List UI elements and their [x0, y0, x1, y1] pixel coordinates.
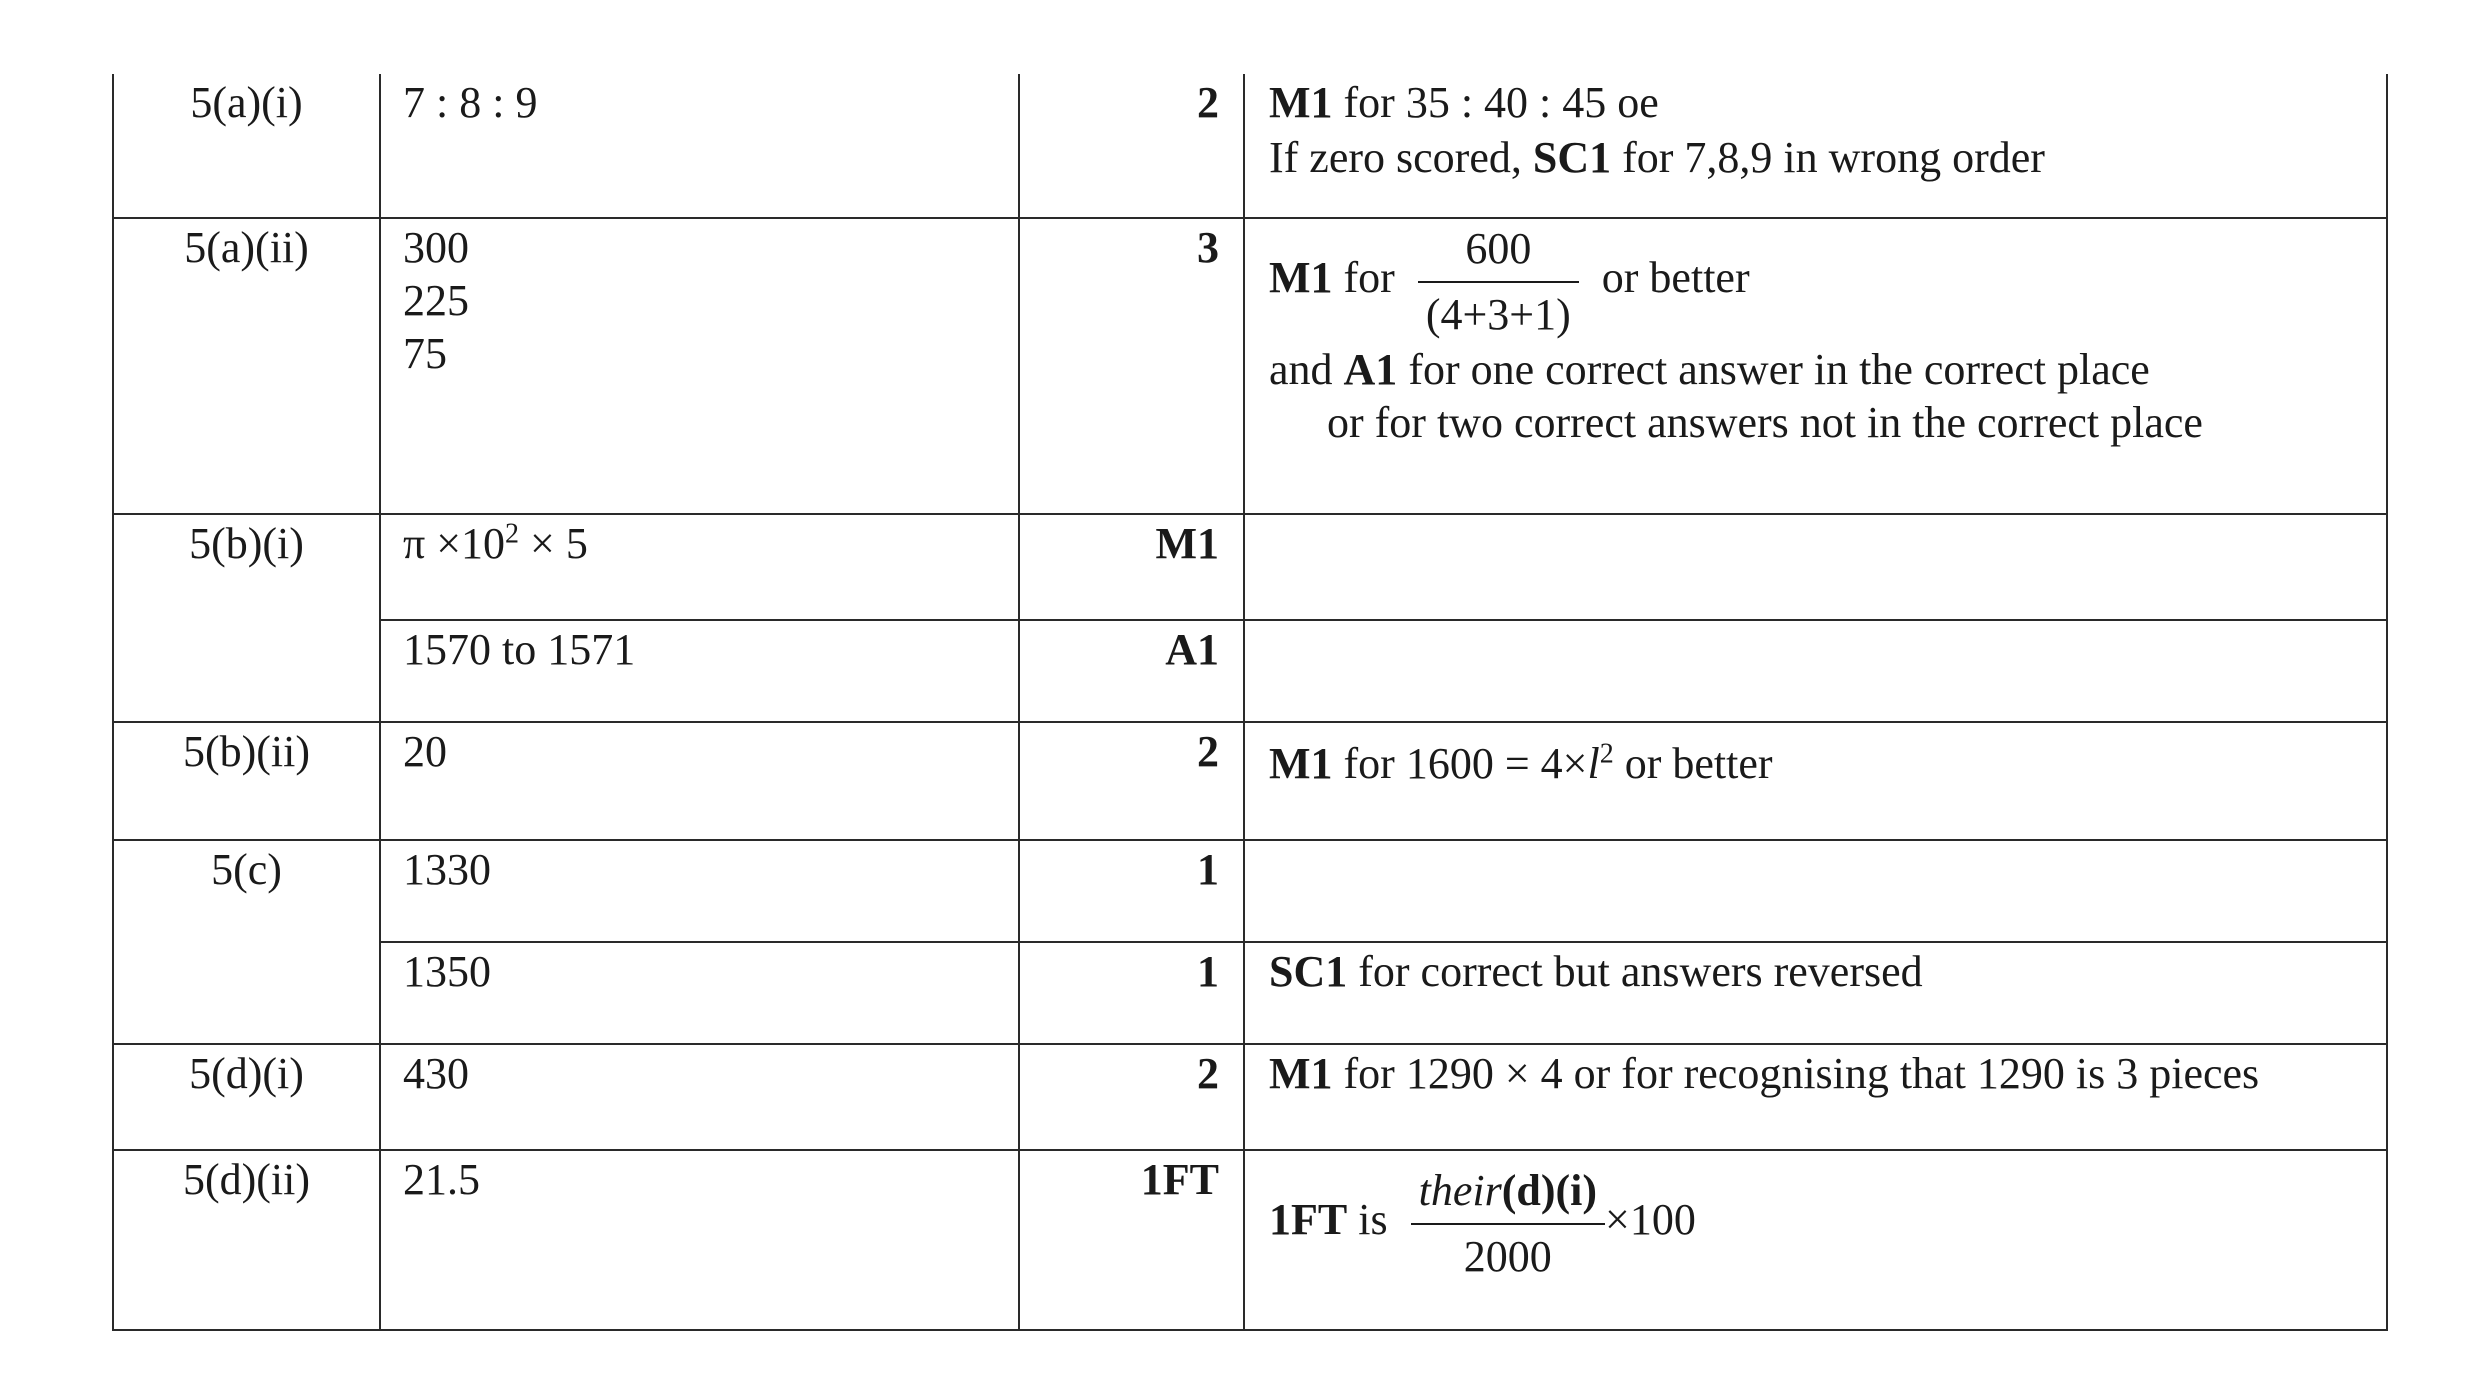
marks-value: M1: [1155, 519, 1219, 568]
answer-text: 75: [403, 329, 447, 378]
question-cell: [113, 840, 380, 1044]
table-row: [113, 74, 2387, 218]
marks-value: 3: [1197, 223, 1219, 272]
guidance-cell: [1244, 514, 2387, 620]
question-cell: [113, 1150, 380, 1330]
guidance-line: If zero scored, SC1 for 7,8,9 in wrong order: [1269, 133, 2045, 182]
answer-cell: [380, 514, 1019, 620]
answer-cell: [380, 840, 1019, 942]
answer-text: 225: [403, 276, 469, 325]
question-number: 5(a)(ii): [184, 223, 309, 272]
marks-cell: [1019, 942, 1244, 1044]
table-row: [113, 1044, 2387, 1150]
question-number: 5(d)(ii): [182, 1155, 311, 1204]
guidance-cell: [1244, 218, 2387, 514]
table-row: [113, 840, 2387, 942]
marks-cell: [1019, 620, 1244, 722]
guidance-line: SC1 for correct but answers reversed: [1269, 947, 1923, 996]
mark-scheme-table: [112, 74, 2388, 1331]
guidance-line: 1FT is $\frac{\text{their(d)(i)}}{2000}$ ×100: [1269, 1166, 1696, 1281]
guidance-line: or for two correct answers not in the correct place: [1327, 398, 2203, 447]
answer-text: 1570 to 1571: [403, 625, 636, 674]
question-number: 5(d)(i): [189, 1049, 304, 1098]
fraction-numerator: their(d)(i): [1411, 1169, 1605, 1225]
guidance-line: M1 for 35 : 40 : 45 oe: [1269, 78, 1659, 127]
table-row: [113, 1150, 2387, 1330]
guidance-cell: [1244, 840, 2387, 942]
question-cell: [113, 1044, 380, 1150]
marks-cell: [1019, 840, 1244, 942]
answer-text: 1350: [403, 947, 491, 996]
fraction-denominator: 2000: [1463, 1232, 1552, 1281]
answer-cell: [380, 620, 1019, 722]
answer-cell: [380, 1150, 1019, 1330]
marks-cell: [1019, 1150, 1244, 1330]
table-row: [113, 942, 2387, 1044]
answer-text: 7 : 8 : 9: [403, 78, 538, 127]
guidance-cell: [1244, 1044, 2387, 1150]
question-number: 5(b)(i): [189, 519, 304, 568]
question-cell: [113, 722, 380, 840]
guidance-line: and A1 for one correct answer in the correct place: [1269, 345, 2150, 394]
answer-text: 430: [403, 1049, 469, 1098]
marks-value: 2: [1197, 78, 1219, 127]
fraction: [1418, 224, 1579, 339]
fraction-denominator: (4+3+1): [1425, 290, 1571, 339]
table-row: [113, 620, 2387, 722]
table-row: [113, 218, 2387, 514]
question-cell: [113, 514, 380, 722]
answer-text: $\pi \times 10^2 \times 5$: [403, 518, 588, 568]
guidance-line: M1 for $\frac{600}{(4+3+1)}$ or better: [1269, 224, 1750, 339]
marks-cell: [1019, 218, 1244, 514]
question-cell: [113, 218, 380, 514]
guidance-cell: [1244, 722, 2387, 840]
answer-cell: [380, 74, 1019, 218]
question-number: 5(b)(ii): [182, 727, 311, 776]
question-number: 5(c): [211, 845, 282, 894]
guidance-cell: [1244, 1150, 2387, 1330]
marks-cell: [1019, 1044, 1244, 1150]
question-number: 5(a)(i): [190, 78, 303, 127]
table-row: [113, 514, 2387, 620]
answer-text: 1330: [403, 845, 491, 894]
marks-value: 1: [1197, 947, 1219, 996]
answer-text: 21.5: [403, 1155, 480, 1204]
question-cell: [113, 74, 380, 218]
fraction: [1411, 1166, 1605, 1281]
answer-cell: [380, 722, 1019, 840]
answer-text: 20: [403, 727, 447, 776]
guidance-line: M1 for $1600 = 4\times l^2$ or better: [1269, 738, 1773, 788]
answer-text: 300: [403, 223, 469, 272]
marks-cell: [1019, 722, 1244, 840]
marks-cell: [1019, 74, 1244, 218]
guidance-cell: [1244, 942, 2387, 1044]
guidance-line: M1 for 1290 × 4 or for recognising that 1290 is 3 pieces: [1269, 1049, 2260, 1098]
answer-cell: [380, 942, 1019, 1044]
answer-cell: [380, 1044, 1019, 1150]
marks-value: 1FT: [1140, 1155, 1219, 1204]
guidance-cell: [1244, 620, 2387, 722]
fraction-numerator: 600: [1418, 227, 1579, 283]
marks-value: 2: [1197, 1049, 1219, 1098]
marks-value: 1: [1197, 845, 1219, 894]
answer-cell: [380, 218, 1019, 514]
marks-value: A1: [1165, 625, 1219, 674]
marks-value: 2: [1197, 727, 1219, 776]
guidance-cell: [1244, 74, 2387, 218]
marks-cell: [1019, 514, 1244, 620]
table-row: [113, 722, 2387, 840]
